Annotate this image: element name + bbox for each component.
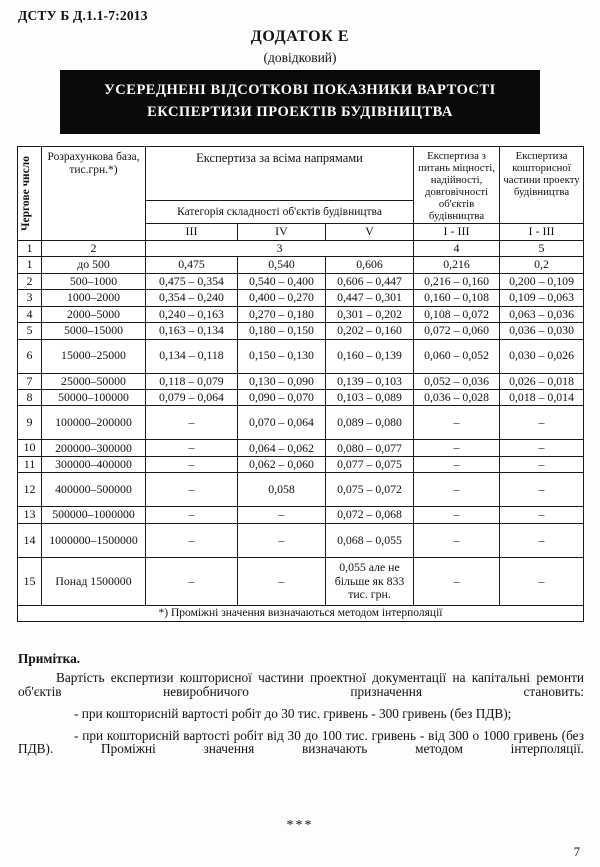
row-cat5: 0,301 – 0,202 [326, 306, 414, 322]
row-estimate: – [500, 456, 584, 472]
rates-table [17, 146, 584, 622]
table-row [18, 507, 584, 523]
row-cat5: 0,080 – 0,077 [326, 440, 414, 456]
table-row [18, 456, 584, 472]
row-cat5: 0,055 але не більше як 833 тис. грн. [326, 557, 414, 605]
row-base: 200000–300000 [42, 440, 146, 456]
table-row [18, 273, 584, 289]
row-base: 500–1000 [42, 273, 146, 289]
row-strength: 0,216 [414, 257, 500, 273]
row-cat4: 0,180 – 0,150 [238, 323, 326, 339]
title-banner [60, 70, 540, 134]
row-cat5: 0,606 [326, 257, 414, 273]
table-header-row-1 [18, 147, 584, 201]
row-cat4: 0,540 [238, 257, 326, 273]
header-category: Категорія складності об'єктів будівництва [146, 201, 414, 224]
table-footnote: *) Проміжні значення визначаються методом інтерполяції [18, 605, 584, 621]
row-number: 15 [18, 557, 42, 605]
section-separator: *** [286, 818, 314, 833]
row-estimate: – [500, 507, 584, 523]
table-row [18, 440, 584, 456]
row-cat4: – [238, 507, 326, 523]
table-row [18, 290, 584, 306]
table-row [18, 523, 584, 557]
row-number: 8 [18, 389, 42, 405]
header-strength: Експертиза з питань міцності, надійності, довговічності об'єктів будівництва [414, 147, 500, 224]
row-strength: – [414, 440, 500, 456]
row-cat3: 0,475 – 0,354 [146, 273, 238, 289]
row-estimate: – [500, 406, 584, 440]
row-number: 13 [18, 507, 42, 523]
notes-section [18, 652, 584, 765]
row-cat4: – [238, 523, 326, 557]
row-strength: 0,052 – 0,036 [414, 373, 500, 389]
row-cat4: 0,400 – 0,270 [238, 290, 326, 306]
row-cat5: 0,103 – 0,089 [326, 389, 414, 405]
table-row [18, 339, 584, 373]
row-number: 5 [18, 323, 42, 339]
row-number: 7 [18, 373, 42, 389]
row-cat5: 0,139 – 0,103 [326, 373, 414, 389]
row-base: 5000–15000 [42, 323, 146, 339]
colnum-2: 2 [42, 240, 146, 256]
row-estimate: 0,2 [500, 257, 584, 273]
header-ordinal [18, 147, 42, 241]
row-number: 10 [18, 440, 42, 456]
row-cat4: 0,270 – 0,180 [238, 306, 326, 322]
row-estimate: 0,063 – 0,036 [500, 306, 584, 322]
header-cat-5: V [326, 224, 414, 240]
header-cat-strength: I - III [414, 224, 500, 240]
row-cat3: 0,079 – 0,064 [146, 389, 238, 405]
notes-paragraph-1: Вартість експертизи кошторисної частини проектної документації на капітальні ремонти об'єктів невиробничого призначення становить: [18, 670, 584, 699]
colnum-3: 3 [146, 240, 414, 256]
row-cat3: 0,240 – 0,163 [146, 306, 238, 322]
row-cat3: 0,163 – 0,134 [146, 323, 238, 339]
row-strength: 0,072 – 0,060 [414, 323, 500, 339]
row-number: 11 [18, 456, 42, 472]
notes-bullet-1: - при кошторисній вартості робіт до 30 тис. гривень - 300 гривень (без ПДВ); [74, 705, 512, 721]
row-cat4: 0,064 – 0,062 [238, 440, 326, 456]
table-row [18, 389, 584, 405]
row-estimate: 0,018 – 0,014 [500, 389, 584, 405]
row-estimate: 0,026 – 0,018 [500, 373, 584, 389]
row-cat3: – [146, 523, 238, 557]
row-strength: – [414, 456, 500, 472]
row-cat5: 0,072 – 0,068 [326, 507, 414, 523]
row-estimate: 0,200 – 0,109 [500, 273, 584, 289]
notes-bullet-2: - при кошторисній вартості робіт від 30 до 100 тис. гривень - від 300 о 1000 гривень (без ПДВ). Проміжні значення визначають методом інтерполяції. [18, 728, 584, 757]
row-cat4: 0,130 – 0,090 [238, 373, 326, 389]
row-base: 2000–5000 [42, 306, 146, 322]
row-base: 300000–400000 [42, 456, 146, 472]
row-strength: – [414, 507, 500, 523]
notes-title: Примітка. [18, 651, 81, 666]
row-cat3: 0,118 – 0,079 [146, 373, 238, 389]
header-cat-3: III [146, 224, 238, 240]
header-expertise-group: Експертиза за всіма напрямами [146, 147, 414, 201]
row-base: 500000–1000000 [42, 507, 146, 523]
table-row [18, 306, 584, 322]
row-cat3: – [146, 473, 238, 507]
row-strength: 0,060 – 0,052 [414, 339, 500, 373]
row-number: 12 [18, 473, 42, 507]
row-cat3: – [146, 440, 238, 456]
row-cat3: – [146, 406, 238, 440]
row-estimate: 0,030 – 0,026 [500, 339, 584, 373]
row-cat4: 0,150 – 0,130 [238, 339, 326, 373]
row-base: до 500 [42, 257, 146, 273]
row-cat4: 0,062 – 0,060 [238, 456, 326, 472]
row-estimate: – [500, 473, 584, 507]
table-row [18, 406, 584, 440]
row-base: 25000–50000 [42, 373, 146, 389]
row-cat3: 0,475 [146, 257, 238, 273]
page-title: ДОДАТОК Е [250, 28, 350, 45]
table-row [18, 557, 584, 605]
row-cat4: 0,090 – 0,070 [238, 389, 326, 405]
row-number: 9 [18, 406, 42, 440]
row-strength: – [414, 523, 500, 557]
row-cat3: – [146, 507, 238, 523]
colnum-1: 1 [18, 240, 42, 256]
row-cat4: – [238, 557, 326, 605]
header-base: Розрахункова база, тис.грн.*) [42, 147, 146, 241]
row-cat4: 0,058 [238, 473, 326, 507]
page-subtitle: (довідковий) [263, 50, 337, 65]
row-base: 1000–2000 [42, 290, 146, 306]
row-strength: 0,036 – 0,028 [414, 389, 500, 405]
row-strength: 0,160 – 0,108 [414, 290, 500, 306]
column-number-row [18, 240, 584, 256]
table-footnote-row [18, 605, 584, 621]
page-number: 7 [573, 845, 580, 859]
row-estimate: 0,036 – 0,030 [500, 323, 584, 339]
banner-line-1: УСЕРЕДНЕНІ ВІДСОТКОВІ ПОКАЗНИКИ ВАРТОСТІ [104, 82, 496, 99]
header-cat-estimate: I - III [500, 224, 584, 240]
row-cat3: – [146, 557, 238, 605]
row-cat5: 0,160 – 0,139 [326, 339, 414, 373]
row-cat5: 0,089 – 0,080 [326, 406, 414, 440]
row-cat5: 0,068 – 0,055 [326, 523, 414, 557]
row-strength: – [414, 406, 500, 440]
row-cat4: 0,070 – 0,064 [238, 406, 326, 440]
row-estimate: – [500, 440, 584, 456]
row-cat3: 0,134 – 0,118 [146, 339, 238, 373]
row-estimate: 0,109 – 0,063 [500, 290, 584, 306]
row-strength: 0,108 – 0,072 [414, 306, 500, 322]
row-strength: – [414, 557, 500, 605]
colnum-5: 5 [500, 240, 584, 256]
row-estimate: – [500, 523, 584, 557]
colnum-4: 4 [414, 240, 500, 256]
row-cat5: 0,606 – 0,447 [326, 273, 414, 289]
row-number: 2 [18, 273, 42, 289]
row-base: Понад 1500000 [42, 557, 146, 605]
row-strength: – [414, 473, 500, 507]
row-base: 50000–100000 [42, 389, 146, 405]
row-number: 3 [18, 290, 42, 306]
row-estimate: – [500, 557, 584, 605]
standard-code: ДСТУ Б Д.1.1-7:2013 [18, 8, 148, 23]
table-row [18, 257, 584, 273]
header-cat-4: IV [238, 224, 326, 240]
row-cat3: – [146, 456, 238, 472]
row-number: 4 [18, 306, 42, 322]
table-row [18, 473, 584, 507]
table-row [18, 323, 584, 339]
row-strength: 0,216 – 0,160 [414, 273, 500, 289]
row-number: 14 [18, 523, 42, 557]
header-ordinal-label: Чергове число [20, 155, 32, 231]
banner-line-2: ЕКСПЕРТИЗИ ПРОЕКТІВ БУДІВНИЦТВА [147, 104, 453, 120]
row-cat5: 0,447 – 0,301 [326, 290, 414, 306]
table-row [18, 373, 584, 389]
rates-table-container [17, 146, 583, 622]
row-number: 1 [18, 257, 42, 273]
header-estimate: Експертиза кошторисної частини проекту будівництва [500, 147, 584, 224]
row-cat3: 0,354 – 0,240 [146, 290, 238, 306]
row-number: 6 [18, 339, 42, 373]
row-base: 1000000–1500000 [42, 523, 146, 557]
row-base: 100000–200000 [42, 406, 146, 440]
row-base: 15000–25000 [42, 339, 146, 373]
row-base: 400000–500000 [42, 473, 146, 507]
row-cat5: 0,202 – 0,160 [326, 323, 414, 339]
row-cat5: 0,077 – 0,075 [326, 456, 414, 472]
row-cat5: 0,075 – 0,072 [326, 473, 414, 507]
row-cat4: 0,540 – 0,400 [238, 273, 326, 289]
